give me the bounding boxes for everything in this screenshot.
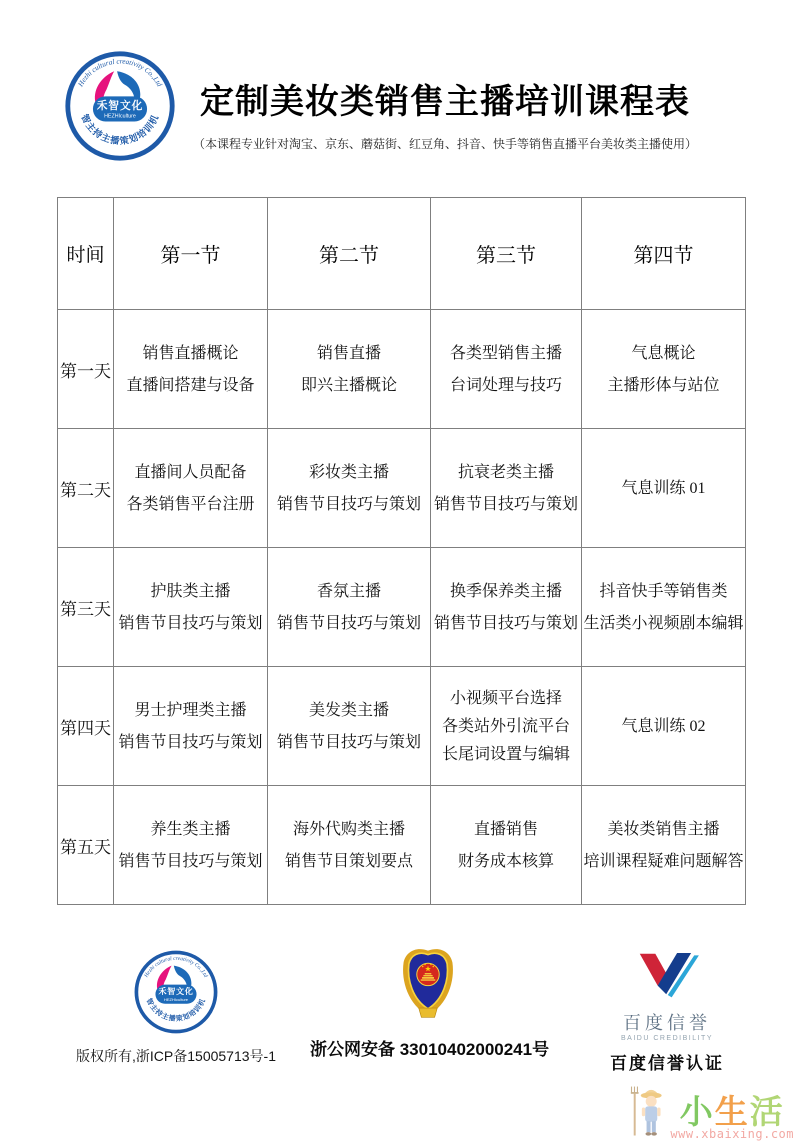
- footer-copyright-block: [58, 948, 294, 1066]
- course-cell: [114, 786, 268, 905]
- course-line: 即兴主播概论: [300, 376, 397, 394]
- course-line: 销售节目策划要点: [284, 852, 413, 870]
- course-line: 销售节目技巧与策划: [433, 495, 578, 513]
- day-label: 第四天: [58, 667, 114, 786]
- column-header-session: 第三节: [431, 198, 582, 310]
- course-cell: [268, 667, 431, 786]
- course-cell: [268, 429, 431, 548]
- copyright-text: 版权所有,浙ICP备15005713号-1: [76, 1048, 276, 1064]
- company-logo-footer-icon: [132, 948, 220, 1036]
- course-cell: [114, 429, 268, 548]
- farmer-mascot-icon: [630, 1086, 668, 1141]
- course-cell: [431, 786, 582, 905]
- course-line: 销售节目技巧与策划: [118, 614, 263, 632]
- course-line: 各类销售平台注册: [126, 495, 255, 513]
- course-line: 销售直播: [316, 344, 381, 362]
- course-line: 美妆类销售主播: [607, 820, 720, 838]
- course-cell: [582, 429, 746, 548]
- day-label: 第二天: [58, 429, 114, 548]
- course-cell: [431, 667, 582, 786]
- day-label: 第五天: [58, 786, 114, 905]
- course-line: 抖音快手等销售类: [599, 582, 728, 600]
- page-subtitle: （本课程专业针对淘宝、京东、蘑菇街、红豆角、抖音、快手等销售直播平台美妆类主播使用）: [192, 137, 697, 151]
- course-line: 护肤类主播: [150, 582, 231, 600]
- course-line: 长尾词设置与编辑: [441, 745, 570, 763]
- course-line: 换季保养类主播: [449, 582, 562, 600]
- course-cell: [582, 548, 746, 667]
- course-line: 抗衰老类主播: [457, 463, 554, 481]
- course-line: 销售节目技巧与策划: [118, 733, 263, 751]
- course-line: 气息训练 01: [621, 479, 706, 497]
- course-line: 男士护理类主播: [134, 701, 247, 719]
- course-line: 生活类小视频剧本编辑: [583, 614, 744, 632]
- watermark-char: 活: [749, 1093, 785, 1130]
- baidu-name-en-text: BAIDU CREDIBILITY: [620, 1035, 713, 1042]
- watermark-url: www.xbaixing.com: [670, 1127, 794, 1141]
- course-line: 销售节目技巧与策划: [118, 852, 263, 870]
- course-cell: [268, 548, 431, 667]
- course-line: 香氛主播: [316, 582, 381, 600]
- course-line: 气息概论: [631, 344, 696, 362]
- course-line: 主播形体与站位: [607, 376, 720, 394]
- course-line: 各类型销售主播: [449, 344, 562, 362]
- course-cell: [582, 667, 746, 786]
- course-line: 销售节目技巧与策划: [276, 733, 421, 751]
- course-line: 养生类主播: [150, 820, 231, 838]
- baidu-credibility-icon: [632, 948, 702, 1000]
- course-line: 气息训练 02: [621, 717, 706, 735]
- watermark-char: 小: [679, 1093, 715, 1130]
- course-cell: [268, 310, 431, 429]
- course-line: 彩妆类主播: [308, 463, 389, 481]
- column-header-time: 时间: [58, 198, 114, 310]
- course-line: 台词处理与技巧: [449, 376, 562, 394]
- course-cell: [582, 310, 746, 429]
- course-cell: [114, 548, 268, 667]
- course-schedule-table: [57, 197, 746, 905]
- police-badge-icon: [395, 944, 461, 1022]
- watermark-name: [679, 1093, 785, 1130]
- course-cell: [582, 786, 746, 905]
- course-line: 财务成本核算: [457, 852, 554, 870]
- course-line: 培训课程疑难问题解答: [583, 852, 744, 870]
- watermark-char: 生: [714, 1093, 750, 1130]
- course-cell: [268, 786, 431, 905]
- course-line: 销售节目技巧与策划: [276, 495, 421, 513]
- course-line: 直播间搭建与设备: [126, 376, 255, 394]
- course-line: 销售节目技巧与策划: [433, 614, 578, 632]
- course-cell: [114, 667, 268, 786]
- day-label: 第三天: [58, 548, 114, 667]
- course-line: 海外代购类主播: [292, 820, 405, 838]
- course-cell: [431, 429, 582, 548]
- course-cell: [431, 310, 582, 429]
- page-title: 定制美妆类销售主播培训课程表: [200, 84, 690, 121]
- baidu-name-text: 百度信誉: [623, 1013, 711, 1033]
- course-line: 美发类主播: [308, 701, 389, 719]
- footer-baidu-block: [570, 948, 764, 1074]
- title-block: [150, 74, 740, 152]
- course-line: 直播销售: [473, 820, 538, 838]
- column-header-session: 第二节: [268, 198, 431, 310]
- police-record-text: 浙公网安备 33010402000241号: [310, 1040, 550, 1059]
- course-line: 各类站外引流平台: [441, 717, 570, 735]
- column-header-session: 第一节: [114, 198, 268, 310]
- day-label: 第一天: [58, 310, 114, 429]
- course-cell: [114, 310, 268, 429]
- course-line: 销售节目技巧与策划: [276, 614, 421, 632]
- column-header-session: 第四节: [582, 198, 746, 310]
- baidu-cert-text: 百度信誉认证: [610, 1054, 724, 1073]
- course-cell: [431, 548, 582, 667]
- footer-police-block: [310, 944, 550, 1060]
- course-line: 直播间人员配备: [134, 463, 247, 481]
- course-line: 销售直播概论: [142, 344, 239, 362]
- course-line: 小视频平台选择: [449, 689, 562, 707]
- site-watermark: [630, 1086, 794, 1141]
